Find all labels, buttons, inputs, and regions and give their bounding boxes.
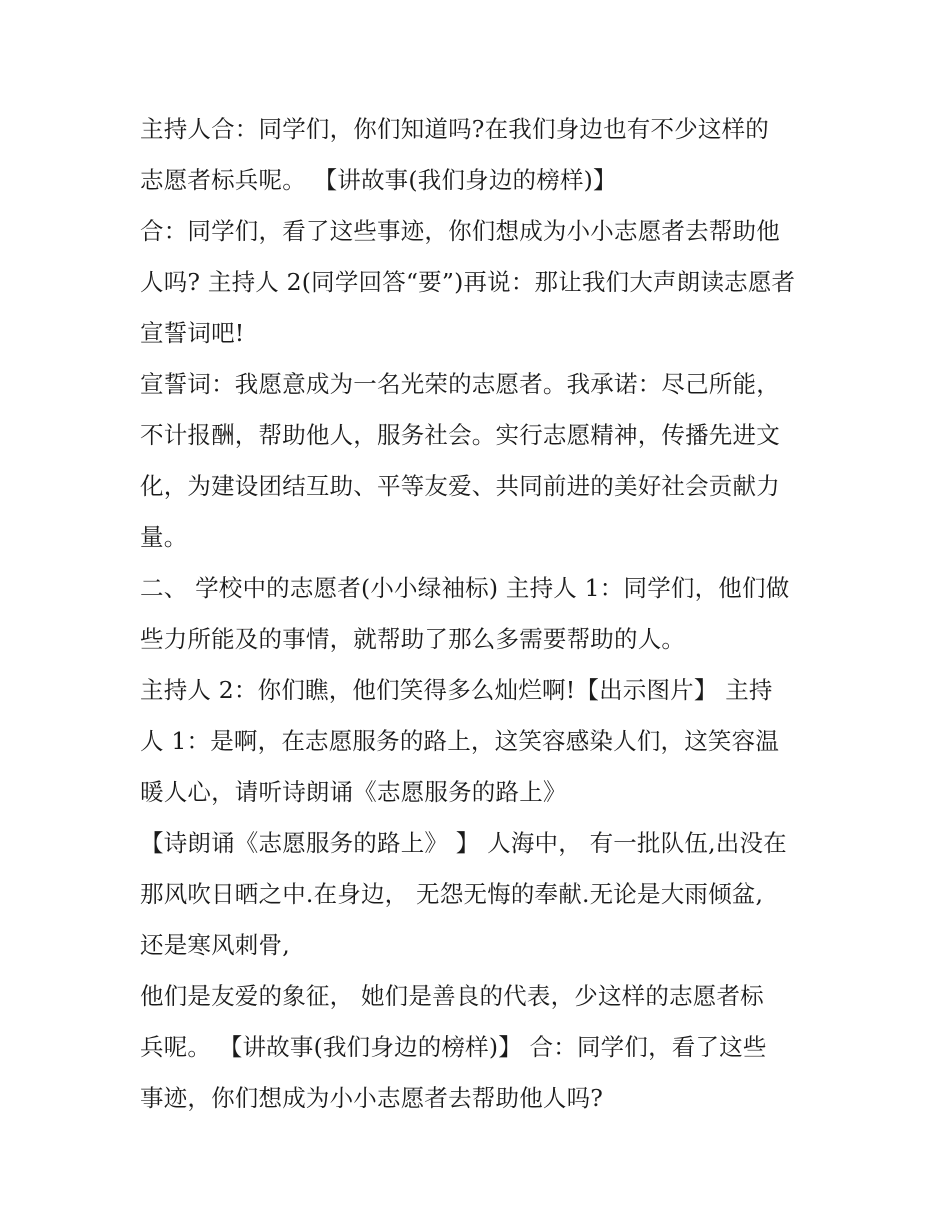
document-body xyxy=(140,104,820,1124)
text-line: 他们是友爱的象征， 她们是善良的代表，少这样的志愿者标 xyxy=(140,982,764,1010)
text-line: 事迹，你们想成为小小志愿者去帮助他人吗? xyxy=(140,1084,604,1112)
text-line: 还是寒风刺骨, xyxy=(140,931,290,959)
text-line: 宣誓词吧! xyxy=(140,319,245,347)
text-line: 不计报酬，帮助他人，服务社会。实行志愿精神，传播先进文 xyxy=(140,421,780,449)
text-line: 【诗朗诵《志愿服务的路上》 】 人海中， 有一批队伍,出没在 xyxy=(140,829,787,857)
text-line: 些力所能及的事情，就帮助了那么多需要帮助的人。 xyxy=(140,625,686,653)
text-line: 暖人心，请听诗朗诵《志愿服务的路上》 xyxy=(140,778,567,806)
text-line: 那风吹日晒之中.在身边， 无怨无悔的奉献.无论是大雨倾盆, xyxy=(140,880,764,908)
text-line: 量。 xyxy=(140,523,188,551)
text-line: 主持人合：同学们，你们知道吗?在我们身边也有不少这样的 xyxy=(140,115,769,143)
text-line: 主持人 2：你们瞧，他们笑得多么灿烂啊!【出示图片】 主持 xyxy=(140,676,773,704)
text-line: 志愿者标兵呢。 【讲故事(我们身边的榜样)】 xyxy=(140,166,617,194)
text-line: 化，为建设团结互助、平等友爱、共同前进的美好社会贡献力 xyxy=(140,472,780,500)
text-line: 合：同学们，看了这些事迹，你们想成为小小志愿者去帮助他 xyxy=(140,217,780,245)
text-line: 人 1：是啊，在志愿服务的路上，这笑容感染人们，这笑容温 xyxy=(140,727,780,755)
text-line: 宣誓词：我愿意成为一名光荣的志愿者。我承诺：尽己所能， xyxy=(140,370,780,398)
text-line: 人吗? 主持人 2(同学回答“要”)再说：那让我们大声朗读志愿者 xyxy=(140,268,796,296)
text-line: 兵呢。 【讲故事(我们身边的榜样)】 合：同学们，看了这些 xyxy=(140,1033,767,1061)
text-line: 二、 学校中的志愿者(小小绿袖标) 主持人 1：同学们，他们做 xyxy=(140,574,790,602)
